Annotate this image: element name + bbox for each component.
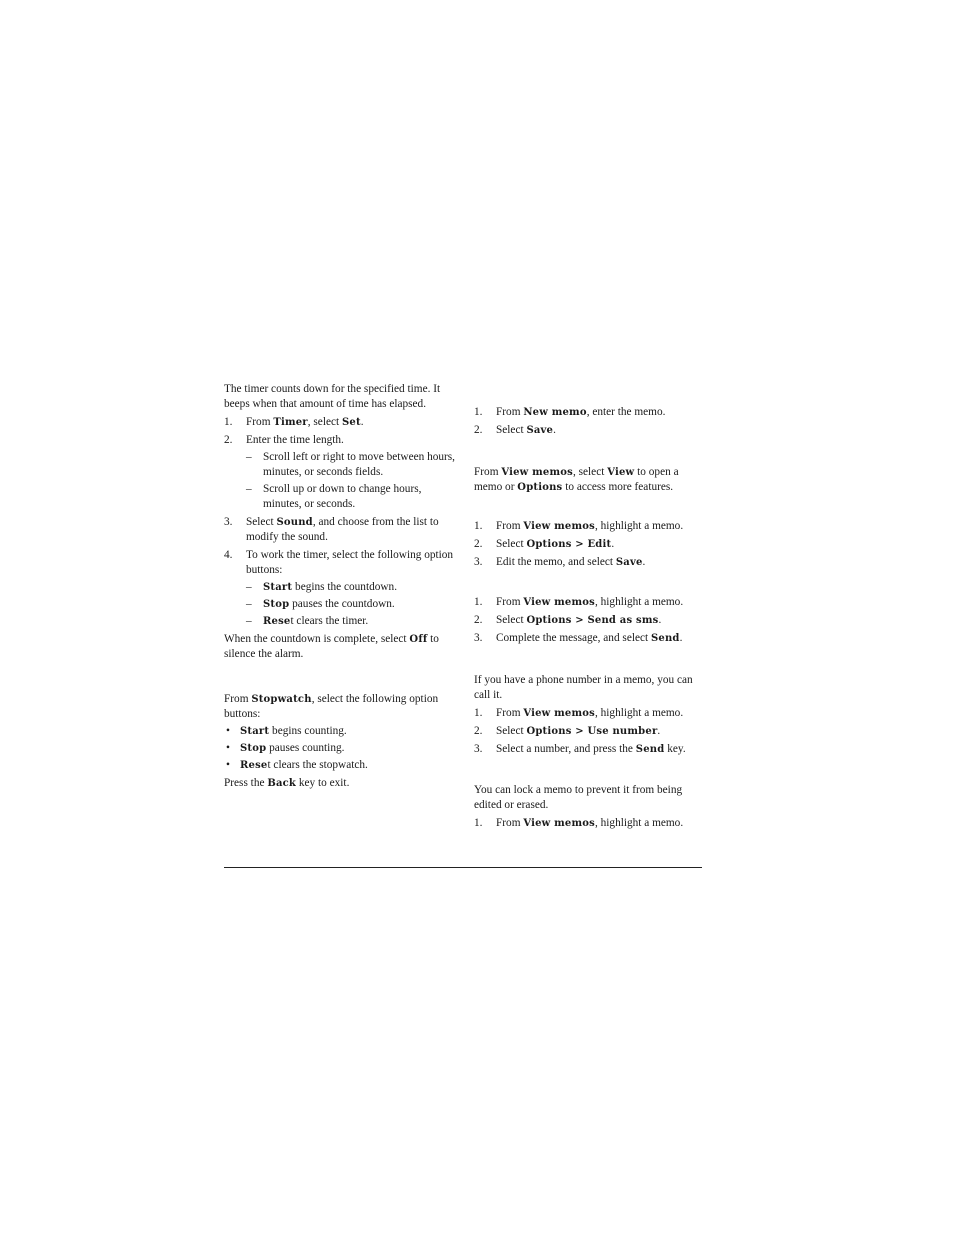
menu-term: View memos bbox=[501, 467, 573, 478]
menu-term: Start bbox=[263, 582, 293, 593]
stopwatch-exit: Press the Back key to exit. bbox=[224, 777, 350, 789]
menu-term: View memos bbox=[523, 708, 595, 719]
bullet-item: • Stop pauses counting. bbox=[226, 742, 345, 754]
menu-term: View memos bbox=[523, 521, 595, 532]
menu-term: Send bbox=[650, 633, 680, 644]
stopwatch-intro: From Stopwatch, select the following option buttons: bbox=[224, 693, 439, 720]
menu-term: Rese bbox=[263, 616, 291, 627]
lock-memo-intro: You can lock a memo to prevent it from being edited or erased. bbox=[474, 784, 683, 811]
list-item: 1. From Timer, select Set. bbox=[224, 416, 364, 428]
menu-term: Options > Use number bbox=[526, 726, 658, 737]
edit-memo-section bbox=[474, 519, 706, 570]
sub-list-item: – Scroll left or right to move between hours, minutes, or seconds fields. bbox=[246, 451, 456, 478]
list-item: 1. From View memos, highlight a memo. bbox=[474, 520, 684, 532]
right-column bbox=[474, 405, 706, 831]
menu-term: Options > Send as sms bbox=[526, 615, 659, 626]
menu-term: Off bbox=[409, 634, 428, 645]
menu-term: View bbox=[607, 467, 635, 478]
menu-term: New memo bbox=[523, 407, 587, 418]
list-item: 3. Edit the memo, and select Save. bbox=[474, 556, 646, 568]
menu-term: Stop bbox=[263, 599, 290, 610]
sub-list-item: – Reset clears the timer. bbox=[246, 615, 369, 627]
list-item: 2. Enter the time length. – Scroll left or right to move between hours, minutes, or seconds fields. – Scroll up or down to change hours, minutes, or seconds. bbox=[224, 434, 456, 510]
bullet-item: • Start begins counting. bbox=[226, 725, 347, 737]
menu-term: Set bbox=[341, 417, 361, 428]
timer-intro: The timer counts down for the specified time. It beeps when that amount of time has elapsed. bbox=[224, 383, 441, 410]
list-item: 3. Select a number, and press the Send key. bbox=[474, 743, 686, 755]
list-item: 2. Select Options > Use number. bbox=[474, 725, 661, 737]
menu-term: Timer bbox=[273, 417, 308, 428]
new-memo-section bbox=[474, 405, 706, 438]
list-item: 2. Select Options > Edit. bbox=[474, 538, 615, 550]
menu-term: Options > Edit bbox=[526, 539, 612, 550]
menu-term: View memos bbox=[523, 597, 595, 608]
list-item: 4. To work the timer, select the following option buttons: – Start begins the countdown. – Stop pauses the countdown. – Reset clears the timer. bbox=[224, 548, 456, 629]
menu-term: Start bbox=[240, 726, 270, 737]
list-item: 1. From New memo, enter the memo. bbox=[474, 406, 666, 418]
bullet-item: • Reset clears the stopwatch. bbox=[226, 759, 368, 771]
menu-term: Save bbox=[526, 425, 554, 436]
menu-term: View memos bbox=[523, 818, 595, 829]
menu-term: Stop bbox=[240, 743, 267, 754]
list-item: 1. From View memos, highlight a memo. bbox=[474, 596, 684, 608]
call-memo-section bbox=[474, 673, 706, 757]
menu-term: Save bbox=[615, 557, 643, 568]
stopwatch-section bbox=[224, 692, 456, 791]
sub-list-item: – Stop pauses the countdown. bbox=[246, 598, 395, 610]
send-memo-section bbox=[474, 595, 706, 646]
timer-section bbox=[224, 382, 456, 662]
sub-list-item: – Scroll up or down to change hours, minutes, or seconds. bbox=[246, 483, 422, 510]
menu-term: Options bbox=[517, 482, 563, 493]
menu-term: Sound bbox=[276, 517, 313, 528]
call-memo-intro: If you have a phone number in a memo, you can call it. bbox=[474, 674, 693, 701]
list-item: 1. From View memos, highlight a memo. bbox=[474, 707, 684, 719]
view-memos-paragraph: From View memos, select View to open a memo or Options to access more features. bbox=[474, 466, 679, 493]
footer-rule bbox=[224, 867, 702, 868]
list-item: 2. Select Options > Send as sms. bbox=[474, 614, 662, 626]
list-item: 1. From View memos, highlight a memo. bbox=[474, 817, 684, 829]
menu-term: Rese bbox=[240, 760, 268, 771]
list-item: 3. Complete the message, and select Send. bbox=[474, 632, 683, 644]
list-item: 3. Select Sound, and choose from the list to modify the sound. bbox=[224, 516, 439, 543]
sub-list-item: – Start begins the countdown. bbox=[246, 581, 398, 593]
list-item: 2. Select Save. bbox=[474, 424, 556, 436]
menu-term: Back bbox=[267, 778, 297, 789]
timer-outro: When the countdown is complete, select Off to silence the alarm. bbox=[224, 633, 439, 660]
left-column bbox=[224, 382, 456, 791]
menu-term: Send bbox=[635, 744, 665, 755]
menu-term: Stopwatch bbox=[251, 694, 312, 705]
lock-memo-section bbox=[474, 783, 706, 831]
